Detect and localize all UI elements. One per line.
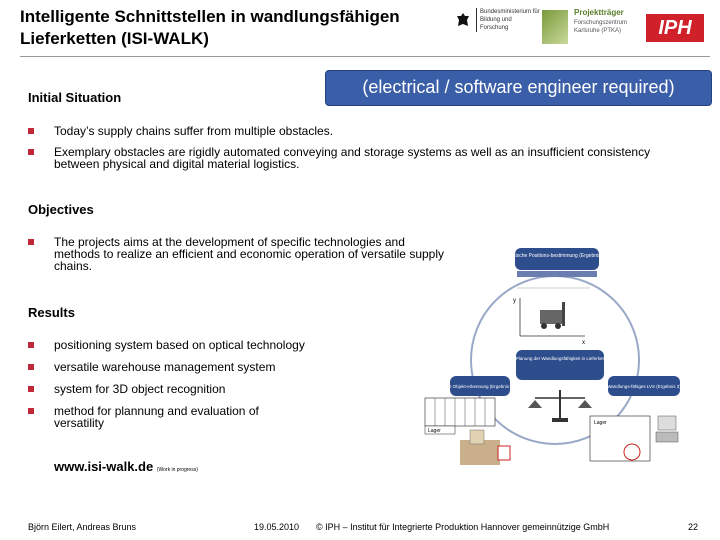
bullet-marker bbox=[28, 364, 34, 370]
bmbf-logo bbox=[456, 8, 540, 48]
footer-authors: Björn Eilert, Andreas Bruns bbox=[28, 522, 137, 532]
rail bbox=[517, 271, 597, 277]
results-bullet-2: versatile warehouse management system bbox=[54, 360, 276, 374]
footer-copyright: © IPH – Institut für Integrierte Produktion Hannover gemeinnützige GmbH bbox=[316, 522, 610, 532]
left-grid bbox=[425, 398, 495, 426]
initial-bullet-2: Exemplary obstacles are rigidly automated conveying and storage systems as well as an insufficient consistency between physical and digital material logistics. bbox=[54, 145, 651, 171]
computer-icon bbox=[656, 416, 678, 442]
eagle-icon bbox=[456, 12, 470, 28]
left-lager-label: Lager bbox=[428, 428, 441, 434]
bullet-marker bbox=[28, 149, 34, 155]
project-diagram bbox=[420, 240, 690, 510]
objectives-bullet-1: The projects aims at the development of specific technologies and methods to realize an efficient and economic operation of versatile supply chains. bbox=[54, 235, 445, 273]
ptka-mark-icon bbox=[542, 10, 568, 44]
requirement-banner bbox=[325, 70, 712, 106]
header-divider bbox=[20, 56, 710, 57]
top-label: Optische Positions-bestimmung (Ergebnis 1) bbox=[507, 253, 607, 259]
ptka-logo-title: Projektträger bbox=[574, 8, 624, 17]
results-bullet-1: positioning system based on optical technology bbox=[54, 338, 305, 352]
bug-icon bbox=[624, 444, 640, 460]
axis-y-label: y bbox=[513, 298, 516, 304]
initial-bullet-1: Today’s supply chains suffer from multiple obstacles. bbox=[54, 124, 334, 138]
center-label: Bewertung und Planung der Wandlungsfähigkeit in Lieferketten (Ergebnis 4) bbox=[484, 356, 636, 361]
website-link[interactable]: www.isi-walk.de bbox=[54, 459, 154, 474]
footer-page-number: 22 bbox=[688, 522, 699, 532]
website-note: (Work in progress) bbox=[156, 467, 198, 473]
crate-icon bbox=[470, 430, 484, 444]
bullet-marker bbox=[28, 408, 34, 414]
bullet-marker bbox=[28, 342, 34, 348]
heading-initial-situation: Initial Situation bbox=[28, 90, 122, 105]
logo-bar bbox=[456, 6, 712, 50]
heading-results: Results bbox=[28, 305, 75, 320]
document-icon bbox=[498, 446, 510, 460]
bullet-marker bbox=[28, 239, 34, 245]
results-bullet-4: method for plannung and evaluation of versatility bbox=[54, 404, 259, 430]
footer-date: 19.05.2010 bbox=[254, 522, 300, 532]
top-label-box bbox=[515, 248, 599, 270]
center-label-box bbox=[516, 350, 604, 380]
bullet-marker bbox=[28, 386, 34, 392]
requirement-banner-text: (electrical / software engineer required) bbox=[362, 77, 675, 97]
axis-x-label: x bbox=[582, 340, 585, 346]
left-label: 3D Objekt-erkennung (Ergebnis 2) bbox=[445, 384, 515, 389]
right-label: Wandlungs-fähiges LVS (Ergebnis 3) bbox=[607, 384, 681, 389]
ptka-logo bbox=[542, 6, 644, 50]
bmbf-logo-text: Bundesministerium für Bildung und Forschung bbox=[476, 8, 540, 32]
heading-objectives: Objectives bbox=[28, 202, 94, 217]
website-line bbox=[54, 459, 198, 474]
slide-title: Intelligente Schnittstellen in wandlungsfähigen Lieferketten (ISI-WALK) bbox=[20, 7, 400, 48]
iph-logo: IPH bbox=[646, 14, 704, 42]
ptka-logo-sub: Forschungszentrum Karlsruhe (PTKA) bbox=[574, 20, 628, 34]
bullet-marker bbox=[28, 128, 34, 134]
results-bullet-3: system for 3D object recognition bbox=[54, 382, 226, 396]
right-lager-label: Lager bbox=[594, 420, 607, 426]
